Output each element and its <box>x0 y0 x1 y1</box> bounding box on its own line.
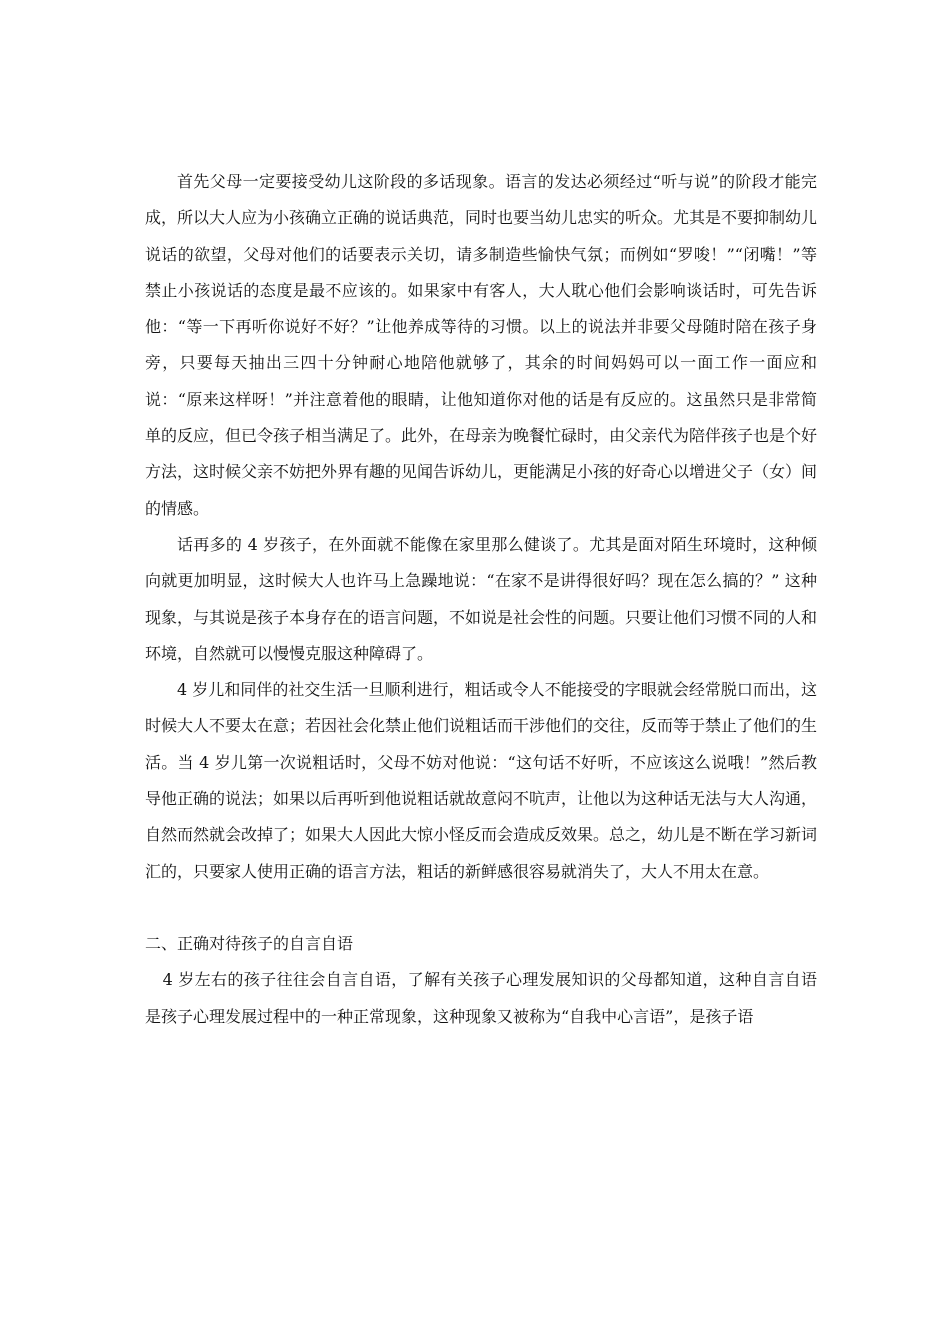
paragraph-2: 话再多的 4 岁孩子，在外面就不能像在家里那么健谈了。尤其是面对陌生环境时，这种倾向就更加明显，这时候大人也许马上急躁地说：“在家不是讲得很好吗？现在怎么搞的？” 这种现象，与其说是孩子本身存在的语言问题，不如说是社会性的问题。只要让他们习惯不同的人和环境，自然就可以慢慢克服这种障碍了。 <box>145 534 818 663</box>
section-paragraph: 4 岁左右的孩子往往会自言自语，了解有关孩子心理发展知识的父母都知道，这种自言自语是孩子心理发展过程中的一种正常现象，这种现象又被称为“自我中心言语”，是孩子语 <box>145 970 817 1026</box>
section-heading: 二、正确对待孩子的自言自语 <box>145 933 354 953</box>
paragraph-1: 首先父母一定要接受幼儿这阶段的多话现象。语言的发达必须经过“听与说”的阶段才能完成，所以大人应为小孩确立正确的说话典范，同时也要当幼儿忠实的听众。尤其是不要抑制幼儿说话的欲望，父母对他们的话要表示关切，请多制造些愉快气氛；而例如“罗唆！”“闭嘴！”等禁止小孩说话的态度是最不应该的。如果家中有客人，大人耽心他们会影响谈话时，可先告诉他：“等一下再听你说好不好？”让他养成等待的习惯。以上的说法并非要父母随时陪在孩子身旁，只要每天抽出三四十分钟耐心地陪他就够了，其余的时间妈妈可以一面工作一面应和说：“原来这样呀！”并注意着他的眼睛，让他知道你对他的话是有反应的。这虽然只是非常简单的反应，但已令孩子相当满足了。此外，在母亲为晚餐忙碌时，由父亲代为陪伴孩子也是个好方法，这时候父亲不妨把外界有趣的见闻告诉幼儿，更能满足小孩的好奇心以增进父子（女）间的情感。 <box>145 172 818 518</box>
document-body <box>145 164 817 1035</box>
paragraph-3: 4 岁儿和同伴的社交生活一旦顺利进行，粗话或令人不能接受的字眼就会经常脱口而出，这时候大人不要太在意；若因社会化禁止他们说粗话而干涉他们的交往，反而等于禁止了他们的生活。当 4 岁儿第一次说粗话时，父母不妨对他说：“这句话不好听，不应该这么说哦！”然后教导他正确的说法；如果以后再听到他说粗话就故意闷不吭声，让他以为这种话无法与大人沟通，自然而然就会改掉了；如果大人因此大惊小怪反而会造成反效果。总之，幼儿是不断在学习新词汇的，只要家人使用正确的语言方法，粗话的新鲜感很容易就消失了，大人不用太在意。 <box>145 680 818 881</box>
